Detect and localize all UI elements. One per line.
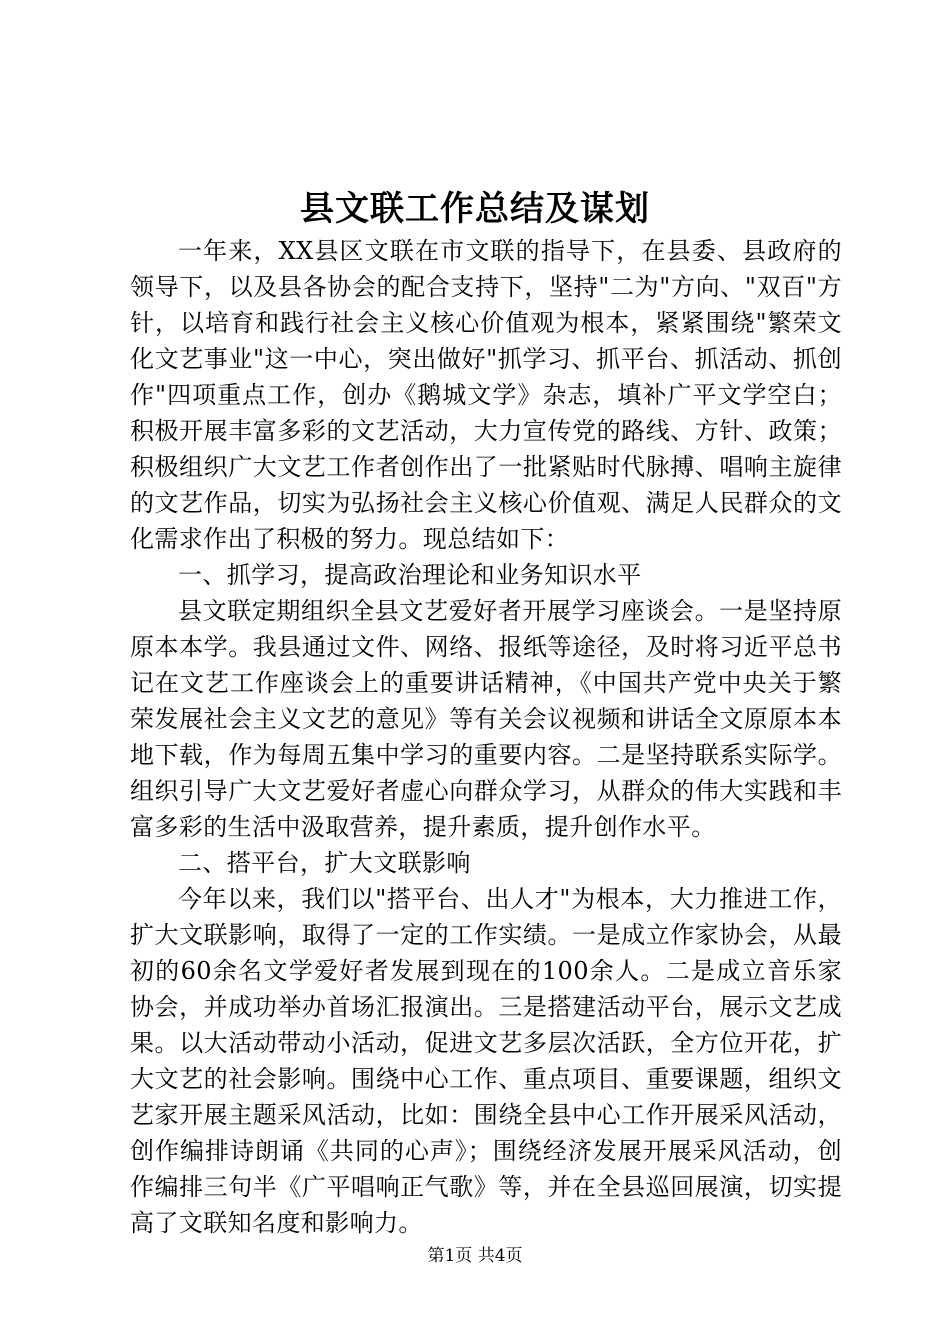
- study-paragraph: 县文联定期组织全县文艺爱好者开展学习座谈会。一是坚持原原本本学。我县通过文件、网络、报纸等途径，及时将习近平总书记在文艺工作座谈会上的重要讲话精神，《中国共产党中央关于繁荣发展社会主义文艺的意见》等有关会议视频和讲话全文原原本本地下载，作为每周五集中学习的重要内容。二是坚持联系实际学。组织引导广大文艺爱好者虚心向群众学习，从群众的伟大实践和丰富多彩的生活中汲取营养，提升素质，提升创作水平。: [130, 597, 842, 841]
- page-number-footer: 第1页 共4页: [427, 1246, 523, 1266]
- platform-paragraph: 今年以来，我们以"搭平台、出人才"为根本，大力推进工作，扩大文联影响，取得了一定的工作实绩。一是成立作家协会，从最初的60余名文学爱好者发展到现在的100余人。二是成立音乐家协会，并成功举办首场汇报演出。三是搭建活动平台，展示文艺成果。以大活动带动小活动，促进文艺多层次活跃，全方位开花，扩大文艺的社会影响。围绕中心工作、重点项目、重要课题，组织文艺家开展主题采风活动，比如：围绕全县中心工作开展采风活动，创作编排诗朗诵《共同的心声》；围绕经济发展开展采风活动，创作编排三句半《广平唱响正气歌》等，并在全县巡回展演，切实提高了文联知名度和影响力。: [130, 885, 842, 1237]
- section-heading-study: 一、抓学习，提高政治理论和业务知识水平: [178, 561, 642, 589]
- intro-paragraph: 一年来，XX县区文联在市文联的指导下，在县委、县政府的领导下，以及县各协会的配合支持下，坚持"二为"方向、"双百"方针，以培育和践行社会主义核心价值观为根本，紧紧围绕"繁荣文化文艺事业"这一中心，突出做好"抓学习、抓平台、抓活动、抓创作"四项重点工作，创办《鹅城文学》杂志，填补广平文学空白；积极开展丰富多彩的文艺活动，大力宣传党的路线、方针、政策；积极组织广大文艺工作者创作出了一批紧贴时代脉搏、唱响主旋律的文艺作品，切实为弘扬社会主义核心价值观、满足人民群众的文化需求作出了积极的努力。现总结如下：: [130, 237, 842, 553]
- section-heading-platform: 二、搭平台，扩大文联影响: [178, 849, 471, 877]
- document-body: [130, 233, 842, 1241]
- document-title: 县文联工作总结及谋划: [300, 189, 650, 229]
